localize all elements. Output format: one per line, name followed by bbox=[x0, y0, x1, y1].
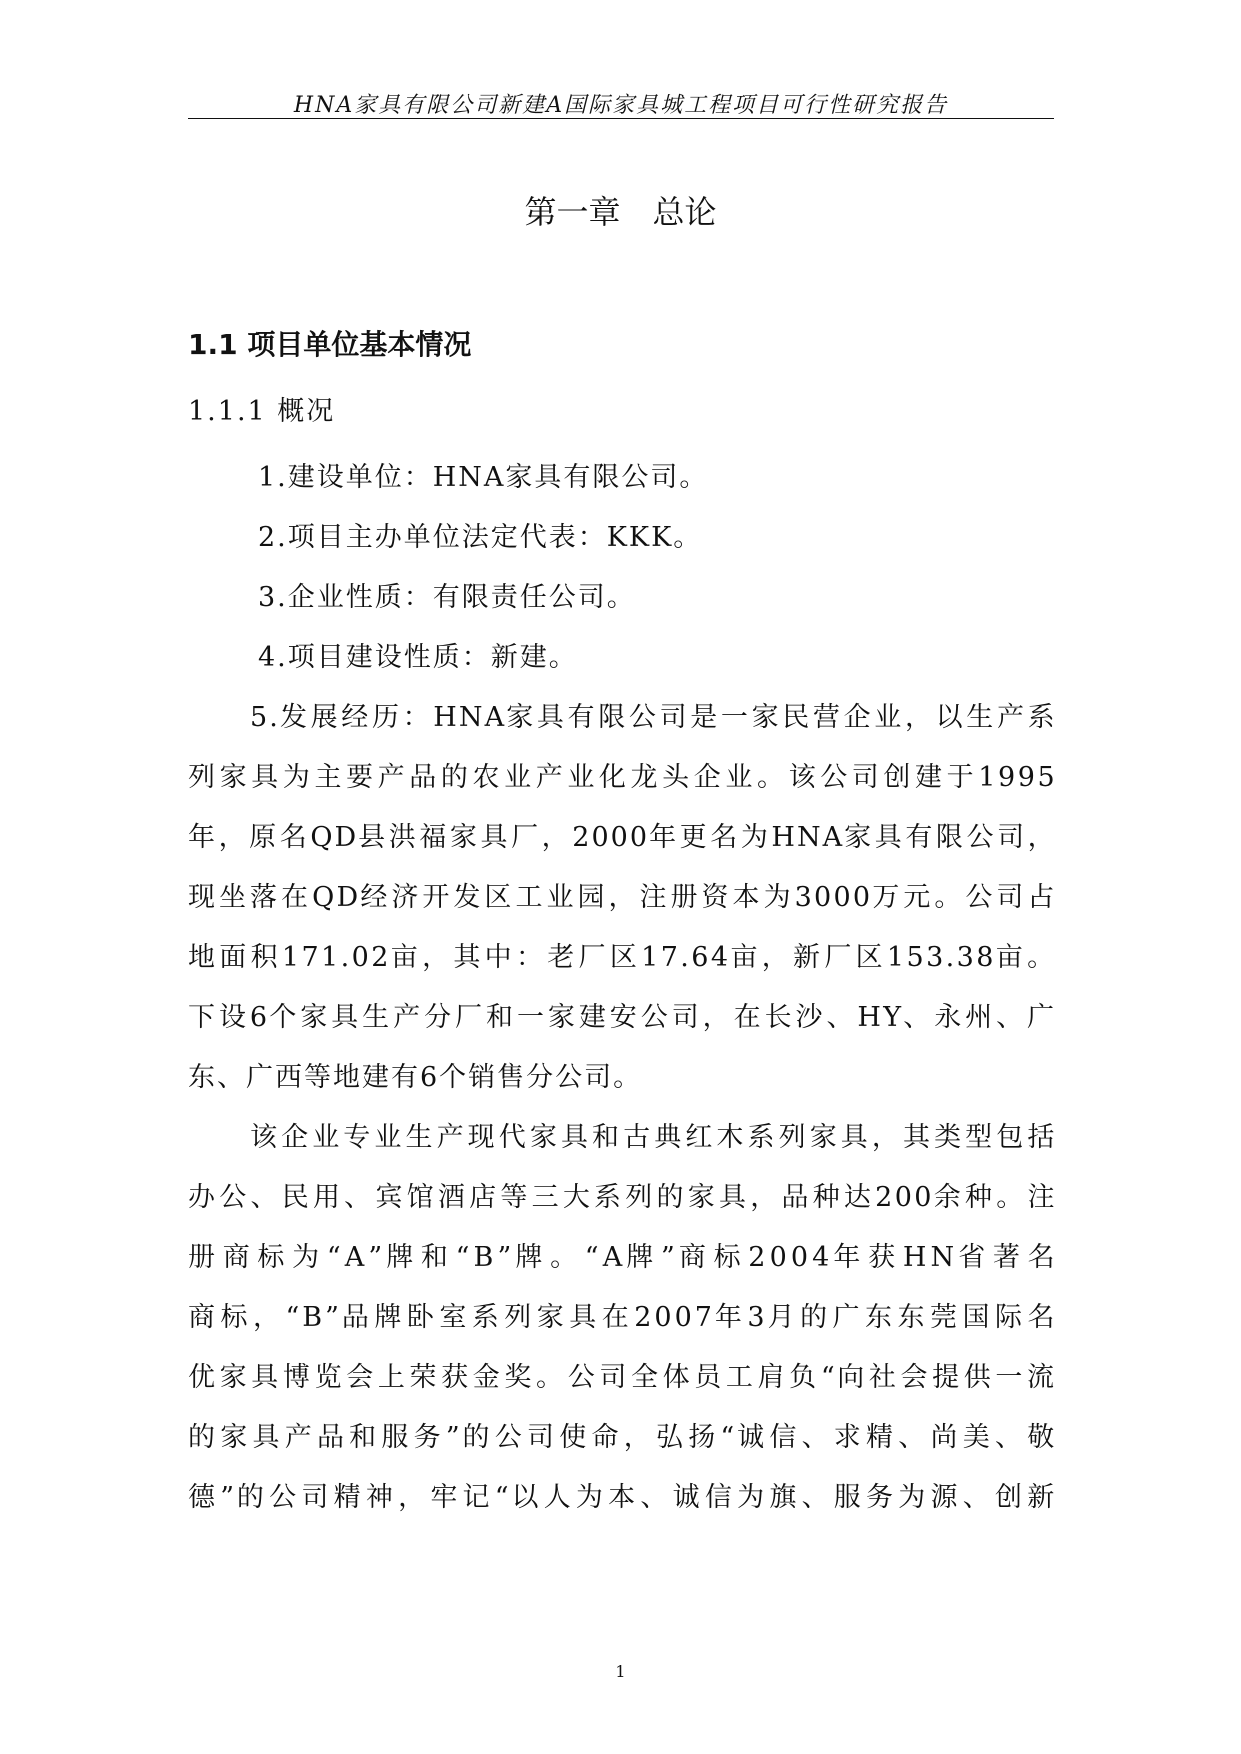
list-item: 3.企业性质：有限责任公司。 bbox=[258, 582, 636, 613]
paragraph-line: 列 家 具 为 主 要 产 品 的 农 业 产 业 化 龙 头 企 业 。 该 公 司 创 建 于 1 9 9 5 bbox=[188, 762, 1055, 793]
header-rule bbox=[188, 118, 1054, 119]
paragraph-line: 册 商 标 为 “ A ” 牌 和 “ B ” 牌 。 “ A 牌 ” 商 标 2 0 0 4 年 获 H N 省 著 名 bbox=[188, 1242, 1055, 1273]
chapter-title: 第一章 总论 bbox=[524, 193, 717, 231]
list-item: 4.项目建设性质：新建。 bbox=[258, 642, 578, 673]
paragraph-line: 东、广西等地建有6个销售分公司。 bbox=[188, 1062, 643, 1093]
list-item: 2.项目主办单位法定代表：KKK。 bbox=[258, 522, 703, 553]
list-item: 1.建设单位：HNA家具有限公司。 bbox=[258, 462, 709, 493]
paragraph-line: 德 ” 的 公 司 精 神 ， 牢 记 “ 以 人 为 本 、 诚 信 为 旗 、 服 务 为 源 、 创 新 bbox=[188, 1482, 1055, 1513]
paragraph-line: 办 公 、 民 用 、 宾 馆 酒 店 等 三 大 系 列 的 家 具 ， 品 种 达 2 0 0 余 种 。 注 bbox=[188, 1182, 1055, 1213]
subsection-title: 1.1.1 概况 bbox=[188, 396, 336, 427]
paragraph-line: 优 家 具 博 览 会 上 荣 获 金 奖 。 公 司 全 体 员 工 肩 负 “ 向 社 会 提 供 一 流 bbox=[188, 1362, 1055, 1393]
paragraph-line: 下 设 6 个 家 具 生 产 分 厂 和 一 家 建 安 公 司 ， 在 长 沙 、 H Y 、 永 州 、 广 bbox=[188, 1002, 1055, 1033]
paragraph-line: 年 ， 原 名 Q D 县 洪 福 家 具 厂 ， 2 0 0 0 年 更 名 为 H N A 家 具 有 限 公 司 ， bbox=[188, 822, 1055, 853]
paragraph-line: 5 . 发 展 经 历 ： H N A 家 具 有 限 公 司 是 一 家 民 营 企 业 ， 以 生 产 系 bbox=[250, 702, 1055, 733]
page-number: 1 bbox=[615, 1662, 626, 1681]
section-title: 1.1 项目单位基本情况 bbox=[188, 328, 472, 361]
running-header: HNA家具有限公司新建A国际家具城工程项目可行性研究报告 bbox=[293, 93, 949, 118]
paragraph-line: 该 企 业 专 业 生 产 现 代 家 具 和 古 典 红 木 系 列 家 具 ， 其 类 型 包 括 bbox=[250, 1122, 1055, 1153]
paragraph-line: 的 家 具 产 品 和 服 务 ” 的 公 司 使 命 ， 弘 扬 “ 诚 信 、 求 精 、 尚 美 、 敬 bbox=[188, 1422, 1055, 1453]
paragraph-line: 现 坐 落 在 Q D 经 济 开 发 区 工 业 园 ， 注 册 资 本 为 3 0 0 0 万 元 。 公 司 占 bbox=[188, 882, 1055, 913]
paragraph-line: 地 面 积 1 7 1 . 0 2 亩 ， 其 中 ： 老 厂 区 1 7 . 6 4 亩 ， 新 厂 区 1 5 3 . 3 8 亩 。 bbox=[188, 942, 1055, 973]
paragraph-line: 商 标 ， “ B ” 品 牌 卧 室 系 列 家 具 在 2 0 0 7 年 3 月 的 广 东 东 莞 国 际 名 bbox=[188, 1302, 1055, 1333]
